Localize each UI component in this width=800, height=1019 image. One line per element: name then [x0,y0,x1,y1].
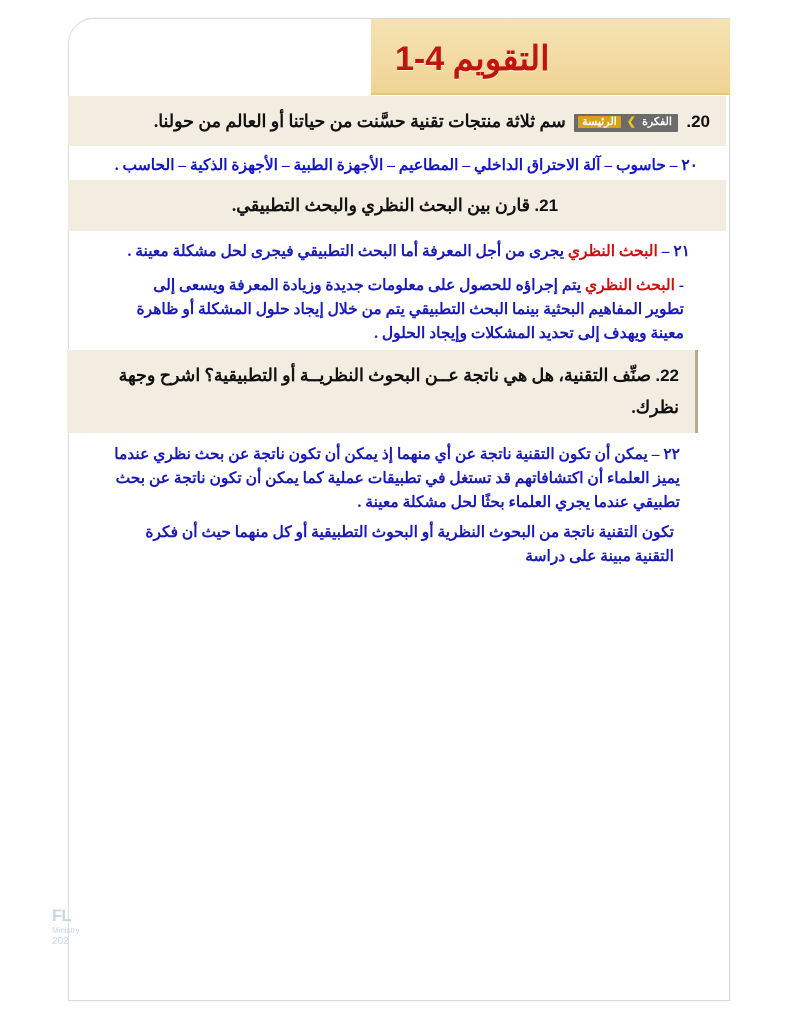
answer-21-line-2 [114,274,694,346]
answer-22-paragraph-2: تكون التقنية ناتجة من البحوث النظرية أو البحوث التطبيقية أو كل منهما حيث أن فكرة التقنية مبينة على دراسة [145,523,674,565]
question-text-22: صنِّف التقنية، هل هي ناتجة عــن البحوث النظريــة أو التطبيقية؟ اشرح وجهة نظرك. [118,364,679,418]
question-block-22 [67,350,698,433]
answer-21b-body: يتم إجراؤه للحصول على معلومات جديدة وزيادة المعرفة ويسعى إلى تطوير المفاهيم البحثية بينما البحث التطبيقي يتم من خلال إيجاد حلول المشكلة أو ظاهرة معينة ويهدف إلى تحديد المشكلات وإيجاد الحلول . [136,276,684,342]
watermark-line-1: FL [52,906,71,925]
main-idea-tag [574,114,678,132]
page-left-gutter [0,0,68,1019]
question-text-20: سم ثلاثة منتجات تقنية حسَّنت من حياتنا أو العالم من حولنا. [153,111,566,131]
main-idea-tag-label: الفكرة [642,116,672,128]
main-idea-tag-sub: الرئيسة [578,116,621,128]
page-title [371,39,716,79]
watermark-line-2: Ministry [52,926,80,936]
page-watermark [52,905,104,949]
answer-21-body: يجرى من أجل المعرفة أما البحث التطبيقي فيجرى لحل مشكلة معينة . [127,242,568,260]
watermark-line-3: 202 [52,936,69,948]
section-header-band [371,19,730,95]
question-number-22: 22. [655,365,679,385]
answer-20: ٢٠ – حاسوب – آلة الاحتراق الداخلي – المطاعيم – الأجهزة الطبية – الأجهزة الذكية – الحاسب . [114,157,698,175]
answer-21b-marker: - [674,276,684,294]
question-number-20: 20. [686,112,710,131]
question-text-21: قارن بين البحث النظري والبحث التطبيقي. [231,195,531,216]
question-number-21: 21. [534,196,559,216]
worksheet-content [80,96,722,569]
answer-21-line-1 [98,240,712,264]
question-block-20 [68,96,726,146]
answer-21-marker: ٢١ – [657,242,690,260]
question-block-21 [68,180,726,230]
section-title: التقويم [452,41,550,78]
section-number: 1-4 [395,40,445,78]
answer-22-paragraph-1: ٢٢ – يمكن أن تكون التقنية ناتجة عن أي منهما إذ يمكن أن تكون ناتجة عن بحث نظري عندما يميز العلماء أن اكتشافاتهم قد تستغل في تطبيقات عملية كما يمكن أن تكون ناتجة عن بحث تطبيقي عندما يجري العلماء بحثًا لحل مشكلة معينة . [114,445,680,511]
main-idea-tag-chevron-icon: ❯ [626,116,637,128]
answer-21-highlight: البحث النظري [567,242,658,260]
answer-21b-highlight: البحث النظري [585,276,675,294]
